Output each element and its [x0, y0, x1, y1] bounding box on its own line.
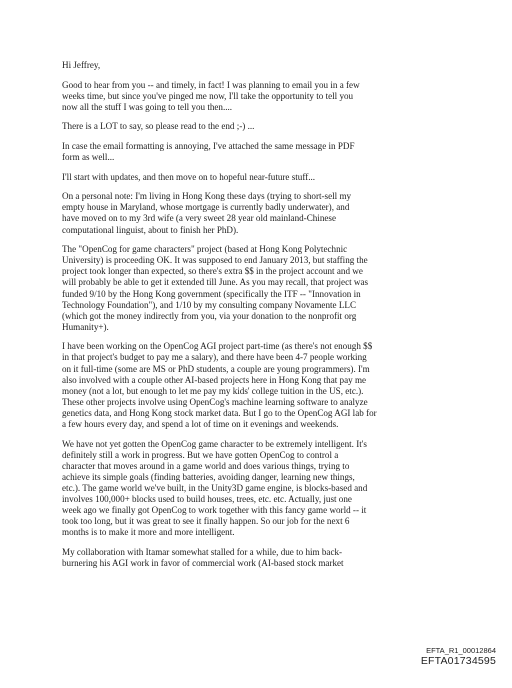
paragraph-read-to-end: There is a LOT to say, so please read to the end ;-) ... [62, 121, 255, 132]
paragraph-pdf-attachment: In case the email formatting is annoying, I've attached the same message in PDF form as well... [62, 140, 355, 163]
reference-number-small: EFTA_R1_00012864 [426, 646, 496, 655]
document-reference-footer [421, 646, 496, 667]
paragraph-greeting: Good to hear from you -- and timely, in fact! I was planning to email you in a few weeks time, but since you've pinged me now, I'll take the opportunity to tell you now all the stuff I was going to tell you then.... [62, 79, 360, 112]
reference-number-large: EFTA01734595 [420, 655, 496, 667]
paragraph-game-character-progress: We have not yet gotten the OpenCog game character to be extremely intelligent. It's definitely still a work in progress. But we have gotten OpenCog to control a character that moves around in a game world and does various things, trying to achieve its simple goals (finding batteries, avoiding danger, learning new things, etc.). The game world we've built, in the Unity3D game engine, is blocks-based and involves 100,000+ blocks used to build houses, trees, etc. etc. Actually, just one week ago we finally got OpenCog to work together with this fancy game world -- it took too long, but it was great to see it finally happen. So our job for the next 6 months is to make it more and more intelligent. [62, 438, 368, 538]
paragraph-game-characters-project: The "OpenCog for game characters" project (based at Hong Kong Polytechnic University) is proceeding OK. It was supposed to end January 2013, but staffing the project took longer than expected, so there's extra $$ in the project account and we will probably be able to get it extended till June. As you may recall, that project was funded 9/10 by the Hong Kong government (specifically the ITF -- "Innovation in Technology Foundation"), and 1/10 by my consulting company Novamente LLC (which got the money indirectly from you, via your donation to the nonprofit org Humanity+). [62, 244, 369, 332]
paragraph-updates-intro: I'll start with updates, and then move on to hopeful near-future stuff... [62, 171, 316, 182]
paragraph-personal-note: On a personal note: I'm living in Hong Kong these days (trying to short-sell my empty house in Maryland, whose mortgage is currently badly underwater), and have moved on to my 3rd wife (a very sweet 28 year old mainland-Chinese computational linguist, about to finish her PhD). [62, 191, 352, 235]
paragraph-itamar-collaboration: My collaboration with Itamar somewhat stalled for a while, due to him back- burnering his AGI work in favor of commercial work (AI-based stock market [62, 546, 344, 569]
paragraph-opencog-work: I have been working on the OpenCog AGI project part-time (as there's not enough $$ in that project's budget to pay me a salary), and there have been 4-7 people working on it full-time (some are MS or PhD students, a couple are young programmers). I'm also involved with a couple other AI-based projects here in Hong Kong that pay me money (not a lot, but enough to let me pay my kids' college tuition in the US, etc.). These other projects involve using OpenCog's machine learning software to analyze genetics data, and Hong Kong stock market data. But I go to the OpenCog AGI lab for a few hours every day, and spend a lot of time on it evenings and weekends. [62, 341, 377, 430]
salutation: Hi Jeffrey, [62, 60, 101, 70]
letter-body [62, 60, 472, 578]
